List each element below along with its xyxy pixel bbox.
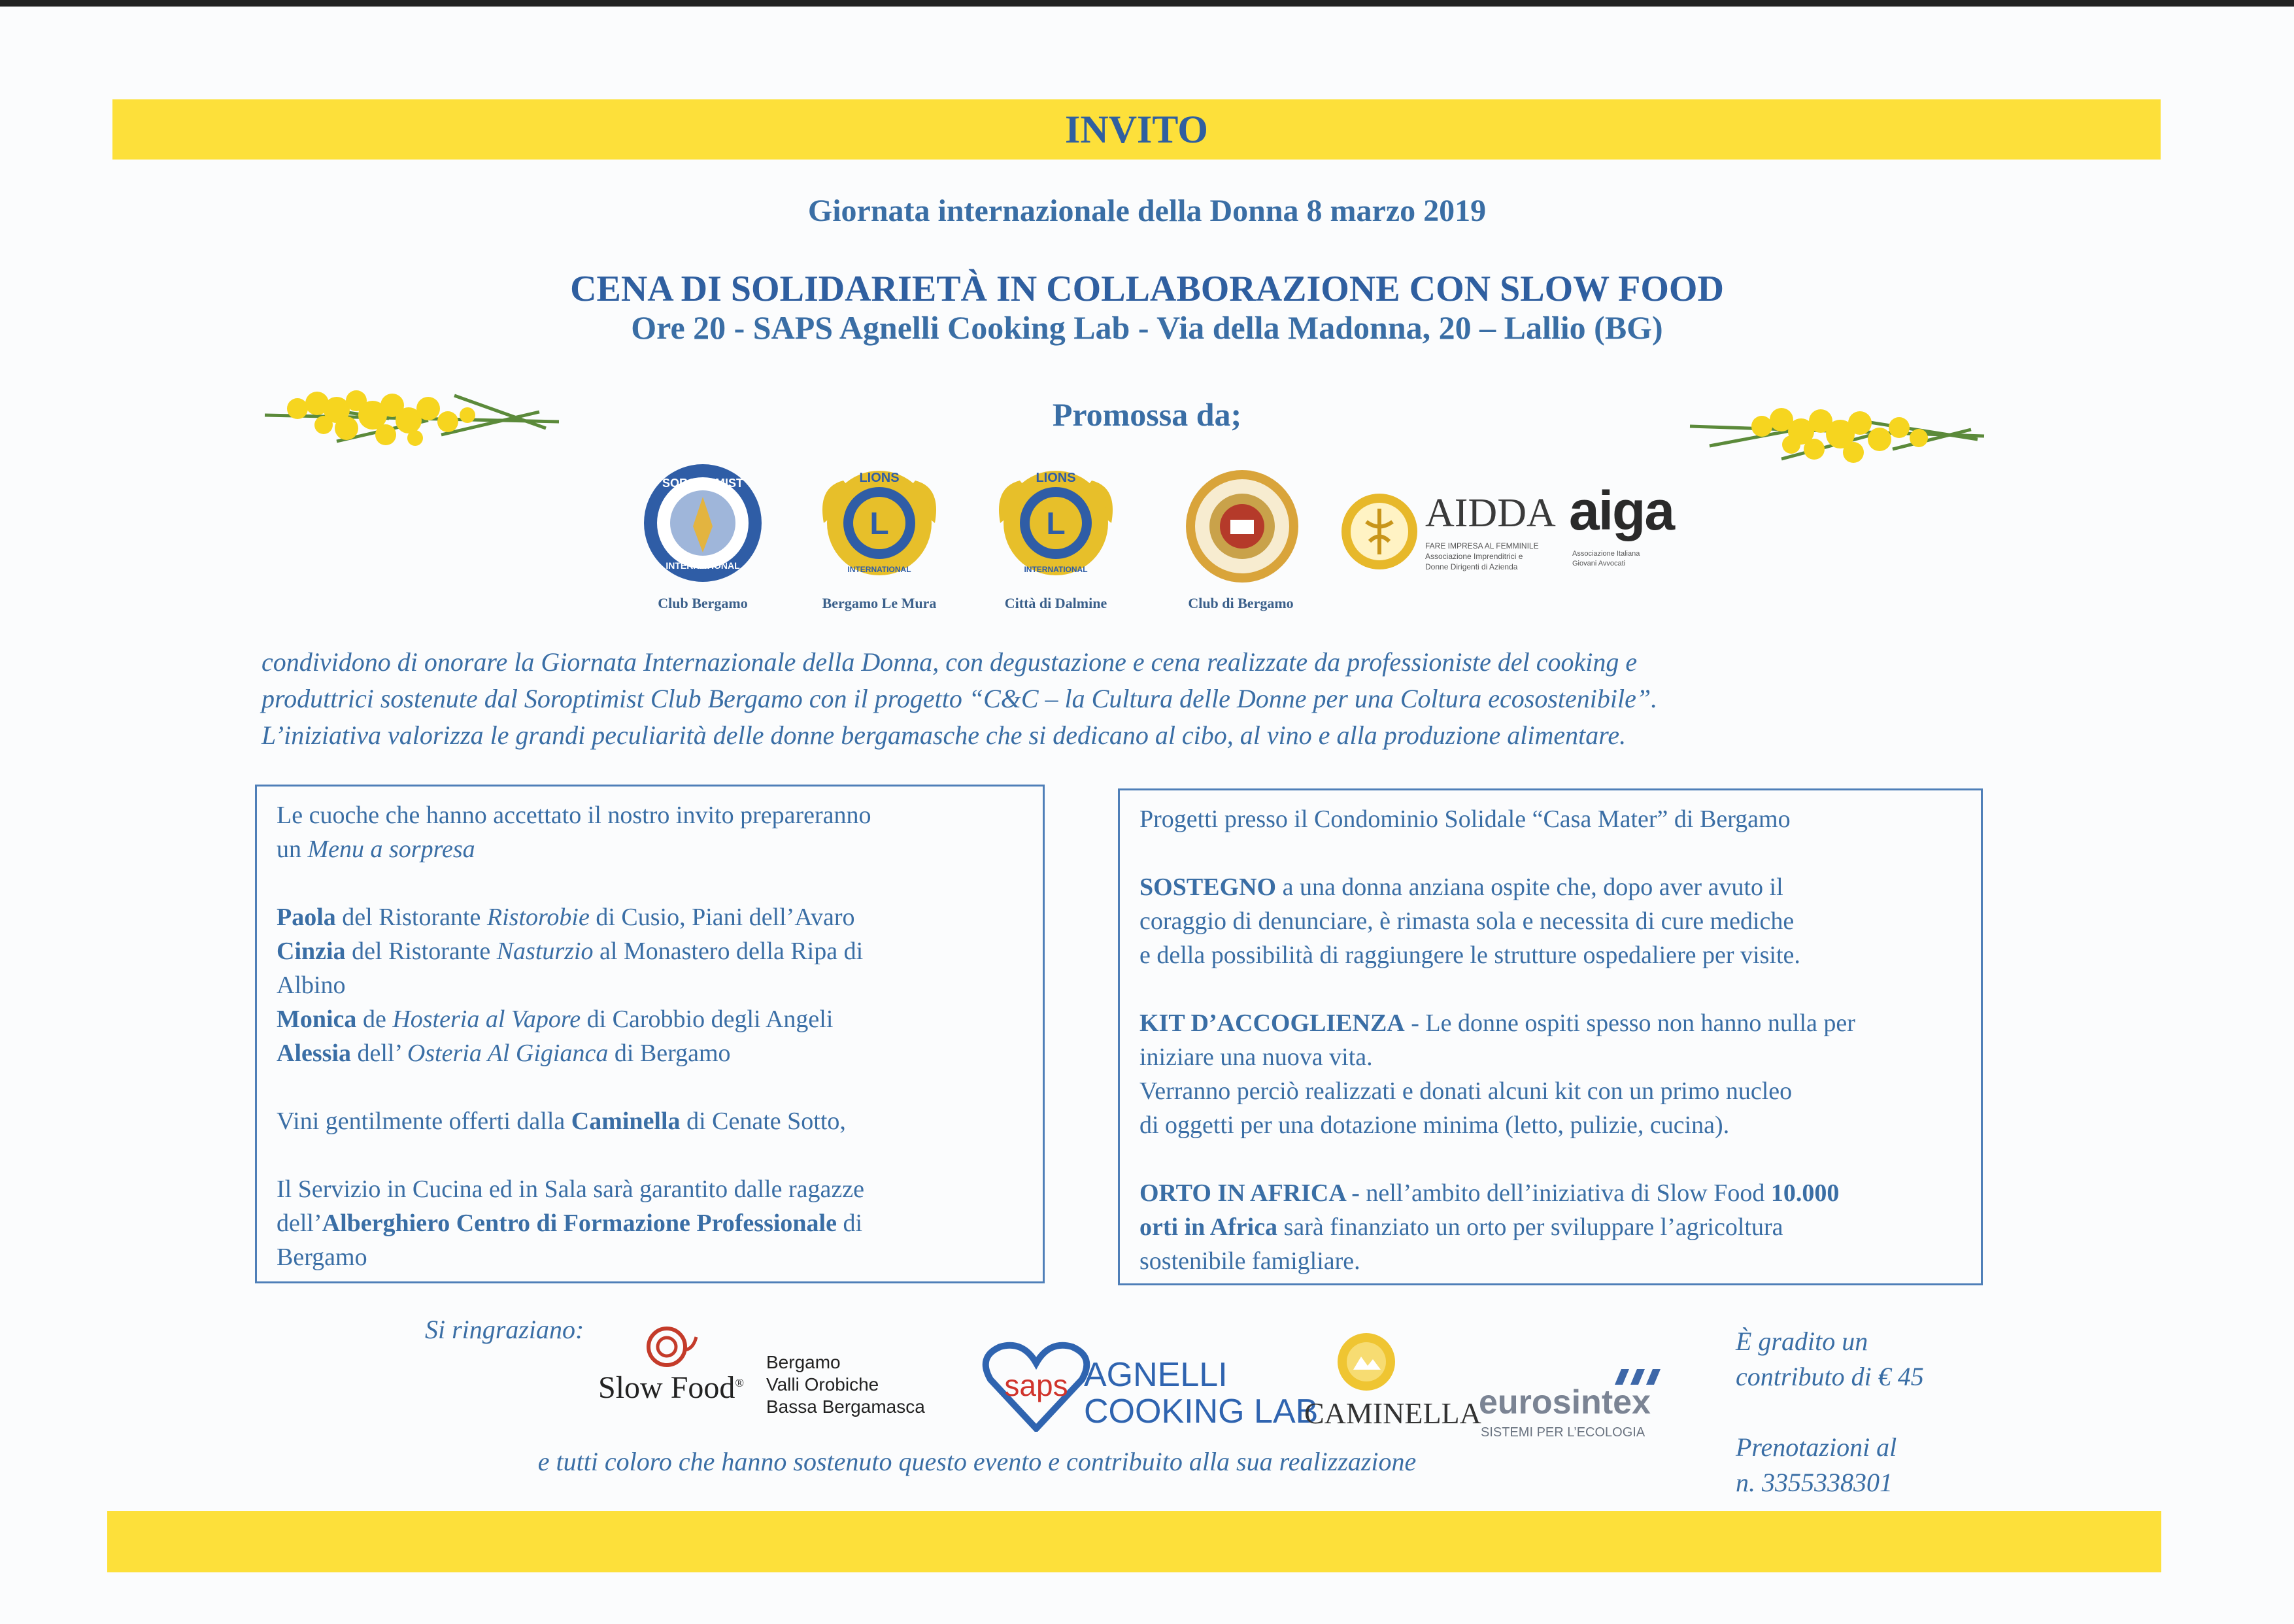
chef-row-alessia (277, 1036, 1023, 1070)
aidda-subtitle (1425, 541, 1539, 572)
chef-post: di Bergamo (608, 1040, 731, 1067)
contribution-line-1: È gradito un (1736, 1327, 1868, 1356)
chef-post: di Cusio, Piani dell’Avaro (589, 904, 855, 931)
kit-label: KIT D’ACCOGLIENZA (1139, 1009, 1405, 1037)
service-line-2 (277, 1206, 1023, 1240)
chef-row-cinzia (277, 934, 1023, 968)
intro-line-3: L’iniziativa valorizza le grandi peculiarità delle donne bergamasche che si dedicano al cibo, al vino e alla produzione alimentare. (261, 720, 1627, 750)
booking-phone: n. 3355338301 (1736, 1468, 1893, 1497)
snail-icon (644, 1324, 703, 1370)
service-line-3: Bergamo (277, 1243, 367, 1271)
support-label: SOSTEGNO (1139, 873, 1277, 901)
event-title: CENA DI SOLIDARIETÀ IN COLLABORAZIONE CON SLOW FOOD (570, 269, 1724, 309)
top-border-line (0, 0, 2294, 7)
intro-paragraph (261, 644, 1968, 754)
chef-row-paola (277, 900, 1023, 934)
spacer (1736, 1395, 1984, 1430)
bottom-yellow-band (107, 1511, 2161, 1572)
lions-logo-1 (817, 461, 941, 585)
service-school: Alberghiero Centro di Formazione Professionale (322, 1210, 837, 1237)
chefs-intro-prefix: un (277, 836, 308, 863)
kit-line-2: iniziare una nuova vita. (1139, 1043, 1373, 1071)
chef-row-monica (277, 1002, 1023, 1036)
lions-bottom-text-1: INTERNATIONAL (847, 565, 911, 574)
slowfood-logo (598, 1370, 744, 1406)
support-line-1 (1139, 870, 1961, 904)
lions-top-text-2: LIONS (1036, 471, 1076, 485)
africa-line-1 (1139, 1176, 1961, 1210)
chef-venue: Hosteria al Vapore (392, 1006, 581, 1033)
lions-letter-2: L (1046, 507, 1066, 541)
lions-letter-1: L (869, 507, 889, 541)
saps-heart-logo (981, 1340, 1092, 1432)
chef-name: Monica (277, 1006, 357, 1033)
service-prefix: dell’ (277, 1210, 322, 1237)
kit-line-4: di oggetti per una dotazione minima (letto, pulizie, cucina). (1139, 1111, 1730, 1139)
contribution-line-2: contributo di € 45 (1736, 1362, 1924, 1391)
caminella-name: CAMINELLA (1304, 1396, 1481, 1430)
club-seal-logo (1183, 467, 1301, 585)
slowfood-region (766, 1351, 925, 1418)
slowfood-region-3: Bassa Bergamasca (766, 1396, 925, 1417)
aiga-name: aiga (1569, 480, 1674, 541)
africa-line-3: sostenibile famigliare. (1139, 1247, 1360, 1275)
invite-title: INVITO (1065, 108, 1208, 151)
wine-suffix: di Cenate Sotto, (680, 1108, 846, 1135)
eurosintex-name: eurosintex (1479, 1383, 1651, 1421)
contribution-and-booking (1736, 1324, 1984, 1500)
chefs-intro-line-2 (277, 832, 1023, 866)
aidda-line-2: Associazione Imprenditrici e (1425, 552, 1523, 561)
soroptimist-caption: Club Bergamo (658, 595, 748, 611)
agnelli-cooking-lab-logo (1084, 1357, 1318, 1430)
soroptimist-logo (641, 461, 765, 585)
service-suffix: di (836, 1210, 863, 1237)
lions-bottom-text-2: INTERNATIONAL (1024, 565, 1088, 574)
chefs-intro-line-1: Le cuoche che hanno accettato il nostro invito prepareranno (277, 802, 871, 829)
support-line-3: e della possibilità di raggiungere le strutture ospedaliere per visite. (1139, 941, 1800, 969)
chef-pre: del Ristorante (335, 904, 487, 931)
africa-line-2 (1139, 1210, 1961, 1244)
chef-pre: de (356, 1006, 393, 1033)
chef-name: Alessia (277, 1040, 351, 1067)
intro-line-1: condividono di onorare la Giornata Internazionale della Donna, con degustazione e cena realizzate da professioniste del cooking e (261, 647, 1638, 677)
aiga-subtitle (1572, 549, 1640, 569)
aiga-line-1: Associazione Italiana (1572, 550, 1640, 558)
lions-caption-2: Città di Dalmine (1004, 595, 1107, 611)
africa-label: ORTO IN AFRICA - (1139, 1179, 1360, 1207)
chef-name: Cinzia (277, 938, 346, 965)
support-text-1: a una donna anziana ospite che, dopo aver avuto il (1276, 873, 1783, 901)
thanks-label: Si ringraziano: (425, 1315, 584, 1344)
soroptimist-bottom-text: INTERNATIONAL (666, 560, 740, 571)
lions-caption-1: Bergamo Le Mura (822, 595, 937, 611)
cooking-lab-text: COOKING LAB (1084, 1393, 1319, 1430)
promoted-by-label: Promossa da; (1052, 396, 1242, 433)
kit-line-1 (1139, 1006, 1961, 1040)
agnelli-text: AGNELLI (1084, 1356, 1228, 1394)
menu-surprise: Menu a sorpresa (307, 836, 475, 863)
slowfood-registered: ® (735, 1376, 745, 1389)
aiga-line-2: Giovani Avvocati (1572, 560, 1626, 567)
chef-venue: Nasturzio (496, 938, 594, 965)
aidda-name: AIDDA (1425, 491, 1556, 535)
projects-title: Progetti presso il Condominio Solidale “Casa Mater” di Bergamo (1139, 805, 1791, 833)
saps-text: saps (1004, 1368, 1068, 1402)
chef-venue: Osteria Al Gigianca (407, 1040, 609, 1067)
africa-project: orti in Africa (1139, 1213, 1278, 1241)
slowfood-name: Slow Food (598, 1370, 735, 1405)
intro-line-2: produttrici sostenute dal Soroptimist Club Bergamo con il progetto “C&C – la Cultura delle Donne per una Coltura ecosostenibile”. (261, 684, 1658, 713)
chefs-box (255, 785, 1045, 1283)
africa-text-2: sarà finanziato un orto per sviluppare l’agricoltura (1277, 1213, 1783, 1241)
chef-post: di Carobbio degli Angeli (581, 1006, 834, 1033)
eurosintex-subtitle: SISTEMI PER L’ECOLOGIA (1481, 1425, 1645, 1440)
wine-producer: Caminella (571, 1108, 681, 1135)
chef-post: al Monastero della Ripa di (593, 938, 864, 965)
slowfood-region-1: Bergamo (766, 1352, 841, 1372)
africa-count: 10.000 (1770, 1179, 1840, 1207)
chef-pre: del Ristorante (345, 938, 497, 965)
aidda-emblem (1334, 492, 1425, 571)
chef-name: Paola (277, 904, 336, 931)
event-place: Ore 20 - SAPS Agnelli Cooking Lab - Via della Madonna, 20 – Lallio (BG) (631, 309, 1663, 346)
aidda-line-3: Donne Dirigenti di Azienda (1425, 562, 1518, 571)
event-day: Giornata internazionale della Donna 8 marzo 2019 (807, 194, 1487, 228)
aidda-line-1: FARE IMPRESA AL FEMMINILE (1425, 541, 1539, 550)
slowfood-region-2: Valli Orobiche (766, 1374, 879, 1395)
others-thanks: e tutti coloro che hanno sostenuto questo evento e contribuito alla sua realizzazione (537, 1447, 1417, 1476)
chef-venue: Ristorobie (486, 904, 590, 931)
service-line-1: Il Servizio in Cucina ed in Sala sarà garantito dalle ragazze (277, 1176, 864, 1203)
chef-pre: dell’ (351, 1040, 407, 1067)
kit-line-3: Verranno perciò realizzati e donati alcuni kit con un primo nucleo (1139, 1077, 1793, 1105)
projects-box (1118, 788, 1983, 1285)
sponsor-logos-row (641, 461, 1674, 618)
wine-line (277, 1104, 1023, 1138)
lions-logo-2 (994, 461, 1118, 585)
chef-row-albino (277, 968, 1023, 1002)
chef-pre: Albino (277, 972, 346, 999)
booking-line-1: Prenotazioni al (1736, 1432, 1897, 1462)
wine-prefix: Vini gentilmente offerti dalla (277, 1108, 571, 1135)
support-line-2: coraggio di denunciare, è rimasta sola e necessita di cure mediche (1139, 907, 1795, 935)
caminella-sun-icon (1335, 1330, 1398, 1393)
club-seal-caption: Club di Bergamo (1188, 595, 1294, 611)
kit-text-1: - Le donne ospiti spesso non hanno nulla per (1404, 1009, 1855, 1037)
lions-top-text-1: LIONS (859, 471, 900, 485)
africa-text-1: nell’ambito dell’iniziativa di Slow Food (1359, 1179, 1771, 1207)
soroptimist-top-text: SOROPTIMIST (662, 477, 744, 490)
